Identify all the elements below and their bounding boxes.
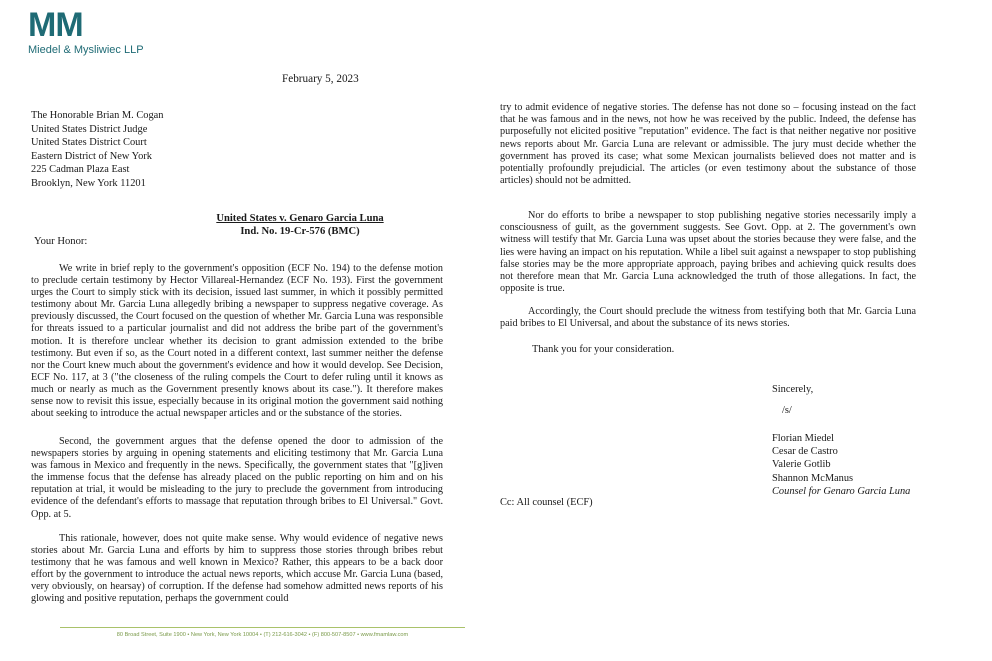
addressee-line: Brooklyn, New York 11201 bbox=[31, 177, 146, 189]
letter-date: February 5, 2023 bbox=[282, 73, 359, 85]
body-paragraph: try to admit evidence of negative stories. The defense has not done so – focusing instead on the fact that he was famous and in the news, not how he was received by the public. Indeed, the defense has purposefully not elicited positive "reputation" evidence. The fact is that neither negative nor positive news reports about Mr. Garcia Luna are relevant or admissible. The jury must decide whether the government has proved its case; what some Mexican journalists believed does not matter and is potentially profoundly prejudicial. The articles (or even testimony about the substance of those articles) should not be admitted. bbox=[500, 102, 916, 187]
signer-name: Florian Miedel bbox=[772, 433, 835, 444]
addressee-line: Eastern District of New York bbox=[31, 150, 152, 162]
case-name: United States v. Genaro Garcia Luna bbox=[216, 213, 384, 224]
signer-name: Shannon McManus bbox=[772, 472, 854, 484]
logo-firm-name: Miedel & Mysliwiec LLP bbox=[28, 44, 144, 56]
signoff: Sincerely, bbox=[772, 384, 814, 395]
salutation: Your Honor: bbox=[34, 236, 88, 247]
signer-name: Valerie Gotlib bbox=[772, 459, 831, 471]
addressee-block bbox=[31, 109, 163, 191]
signers-block bbox=[772, 432, 910, 498]
logo-mark: MM bbox=[28, 6, 83, 44]
addressee-line: United States District Judge bbox=[31, 123, 148, 135]
body-paragraph: Second, the government argues that the defense opened the door to admission of the newspapers stories by arguing in opening statements and eliciting testimony that Mr. Garcia Luna was famous in Mexico and frequently in the news. Specifically, the government states that "[g]iven the immense focus that the defense has already placed on the public reporting on him and on his reputation at trial, it would be misleading to the jury to preclude the government from introducing evidence of the defendant's efforts to massage that reputation through bribes to El Universal." Govt. Opp. at 5. bbox=[31, 436, 443, 520]
firm-logo bbox=[28, 8, 144, 56]
closing-line: Thank you for your consideration. bbox=[532, 344, 675, 355]
letter-page-2 bbox=[496, 0, 992, 661]
footer-address: 80 Broad Street, Suite 1900 • New York, New York 10004 • (T) 212-616-3042 • (F) 800-507-8507 • www.fmamlaw.com bbox=[116, 632, 409, 638]
body-paragraph: We write in brief reply to the government's opposition (ECF No. 194) to the defense motion to preclude certain testimony by Hector Villareal-Hernandez (ECF No. 193). First the government urges the Court to simply stick with its decision, issued last summer, in which it possibly permitted testimony about Mr. Garcia Luna allegedly bribing a newspaper to suppress negative coverage. As previously discussed, the Court focused on the question of whether Mr. Garcia Luna was responsible for threats issued to a particular journalist and did not address the bribe part of the government's motion. It is therefore unclear whether its decision to grant admission extended to the bribe testimony. But even if so, as the Court noted in a different context, last summer neither the defense nor the Court knew much about the government's evidence and how it would develop. See Decision, ECF No. 117, at 3 ("the closeness of the ruling compels the Court to defer ruling until it knows as much or nearly as much as the Government presently knows about its case."). It therefore makes sense now to revisit this issue, especially because in its original motion the government said nothing about seeking to introduce the actual newspaper articles and or the substance of the stories. bbox=[31, 263, 443, 420]
body-paragraph: This rationale, however, does not quite make sense. Why would evidence of negative news stories about Mr. Garcia Luna and efforts by him to suppress those stories through bribes rebut testimony that he was famous and well known in Mexico? Rather, this appears to be a back door effort by the government to introduce the actual news reports, which accuse Mr. Garcia Luna (based, very obviously, on hearsay) of corruption. If the defense had somehow admitted news reports of his glowing and positive reputation, perhaps the government could bbox=[31, 533, 443, 605]
body-paragraph: Nor do efforts to bribe a newspaper to stop publishing negative stories necessarily imply a consciousness of guilt, as the government suggests. See Govt. Opp. at 2. The government's own witness will testify that Mr. Garcia Luna was upset about the stories because they were false, and the lies were having an impact on his reputation. While a libel suit against a newspaper to stop publishing false stories may be the more appropriate approach, paying bribes and achieving quick results does not therefore mean that Mr. Garcia Luna acknowledged the truth of those allegations. In fact, the opposite is true. bbox=[500, 210, 916, 295]
signer-name: Cesar de Castro bbox=[772, 446, 838, 458]
cc-line: Cc: All counsel (ECF) bbox=[500, 497, 593, 508]
case-caption bbox=[160, 213, 440, 238]
addressee-line: 225 Cadman Plaza East bbox=[31, 164, 130, 176]
addressee-line: The Honorable Brian M. Cogan bbox=[31, 110, 164, 121]
signer-role: Counsel for Genaro Garcia Luna bbox=[772, 485, 911, 497]
body-paragraph: Accordingly, the Court should preclude the witness from testifying both that Mr. Garcia Luna paid bribes to El Universal, and about the substance of its news stories. bbox=[500, 306, 916, 330]
signature-mark: /s/ bbox=[782, 405, 792, 416]
index-number: Ind. No. 19-Cr-576 (BMC) bbox=[240, 225, 360, 237]
addressee-line: United States District Court bbox=[31, 137, 147, 149]
footer-rule bbox=[60, 627, 465, 628]
